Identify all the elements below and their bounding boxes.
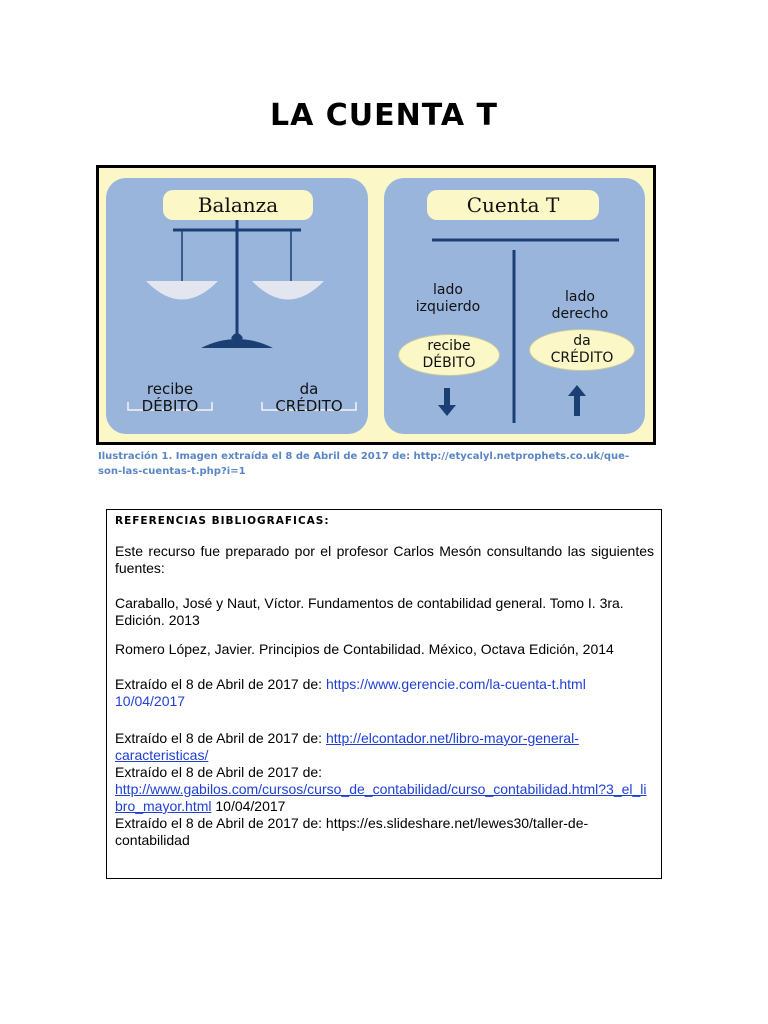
left-side-line2: izquierdo (415, 299, 481, 315)
reference-caraballo: Caraballo, José y Naut, Víctor. Fundamentos de contabilidad general. Tomo I. 3ra. Edición. 2013 (115, 595, 624, 628)
balanza-credit-line1: da (299, 380, 319, 398)
gerencie-link[interactable]: https://www.gerencie.com/la-cuenta-t.html (325, 676, 586, 692)
gabilos-link[interactable]: http://www.gabilos.com/cursos/curso_de_contabilidad/curso_contabilidad.html?3_el_libro_mayor.html (115, 781, 647, 814)
left-side-line1: lado (433, 282, 463, 298)
reference-gerencie-prefix: Extraído el 8 de Abril de 2017 de: (115, 676, 326, 692)
references-heading: REFERENCIAS BIBLIOGRAFICAS: (115, 515, 330, 527)
reference-gabilos (115, 764, 654, 815)
balanza-panel (106, 178, 368, 434)
debit-oval-line2: DÉBITO (422, 355, 476, 371)
right-side-line1: lado (565, 289, 595, 305)
gabilos-date: 10/04/2017 (211, 798, 286, 814)
credit-oval-line2: CRÉDITO (550, 350, 614, 366)
balanza-debit-line2: DÉBITO (141, 397, 199, 415)
references-intro: Este recurso fue preparado por el profesor Carlos Mesón consultando las siguientes fuentes: (115, 543, 654, 576)
figure-caption (98, 449, 658, 479)
arrow-down-icon (438, 388, 456, 416)
cuenta-t-tag: Cuenta T (427, 190, 599, 220)
cuenta-t-panel (384, 178, 645, 434)
balanza-tag: Balanza (163, 190, 313, 220)
balanza-debit-line1: recibe (146, 380, 194, 398)
balanza-credit-line2: CRÉDITO (275, 397, 343, 415)
elcontador-link[interactable]: http://elcontador.net/libro-mayor-general-caracteristicas/ (115, 730, 579, 763)
credit-oval (529, 329, 635, 371)
gerencie-date: 10/04/2017 (115, 693, 186, 709)
credit-oval-line1: da (573, 333, 591, 349)
reference-gabilos-prefix: Extraído el 8 de Abril de 2017 de: (115, 764, 323, 780)
debit-oval-line1: recibe (427, 338, 471, 354)
debit-oval (398, 334, 500, 376)
arrow-up-icon (568, 385, 586, 416)
page-title: LA CUENTA T (269, 98, 499, 133)
reference-romero: Romero López, Javier. Principios de Contabilidad. México, Octava Edición, 2014 (115, 641, 614, 657)
reference-elcontador (115, 730, 654, 764)
caption-line-1: Ilustración 1. Imagen extraída el 8 de Abril de 2017 de: http://etycalyl.netprophets.co.uk/que- (98, 451, 630, 462)
reference-slideshare: Extraído el 8 de Abril de 2017 de: https://es.slideshare.net/lewes30/taller-de-contabilidad (115, 815, 589, 848)
references-box (106, 509, 662, 879)
cuenta-t-illustration (96, 165, 656, 445)
caption-line-2: son-las-cuentas-t.php?i=1 (98, 466, 246, 477)
reference-gerencie (115, 676, 654, 710)
right-side-line2: derecho (551, 306, 609, 322)
reference-elcontador-prefix: Extraído el 8 de Abril de 2017 de: (115, 730, 326, 746)
